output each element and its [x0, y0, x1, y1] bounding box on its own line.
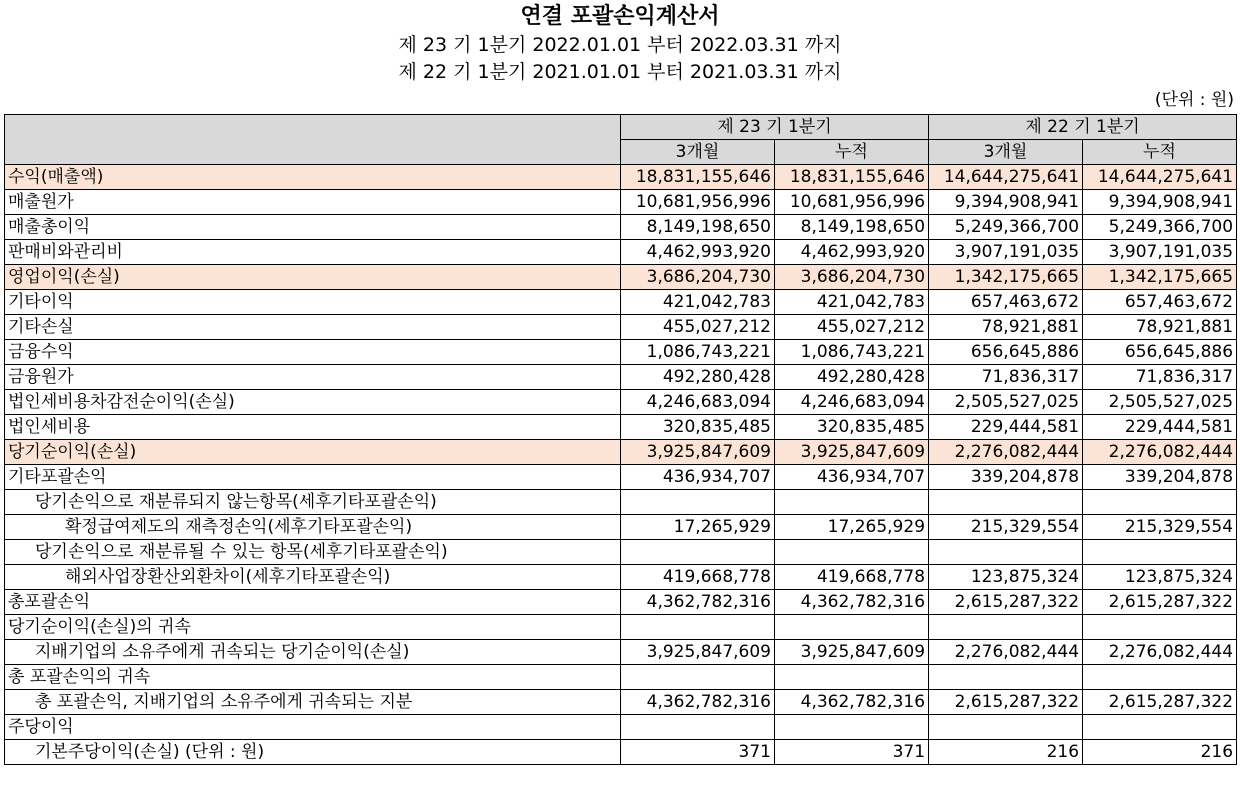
table-row — [5, 340, 1237, 365]
value-current-cum: 4,246,683,094 — [775, 390, 929, 415]
value-current-cum: 320,835,485 — [775, 415, 929, 440]
value-current-3m: 421,042,783 — [621, 290, 775, 315]
value-current-3m: 492,280,428 — [621, 365, 775, 390]
table-row — [5, 565, 1237, 590]
value-prior-3m: 78,921,881 — [929, 315, 1083, 340]
period-current: 제 23 기 1분기 2022.01.01 부터 2022.03.31 까지 — [398, 34, 842, 56]
value-prior-cum: 14,644,275,641 — [1083, 165, 1237, 190]
value-prior-3m: 229,444,581 — [929, 415, 1083, 440]
table-row — [5, 290, 1237, 315]
row-label: 주당이익 — [5, 715, 621, 740]
value-current-3m — [621, 615, 775, 640]
value-current-cum: 492,280,428 — [775, 365, 929, 390]
table-row — [5, 365, 1237, 390]
value-prior-3m: 2,276,082,444 — [929, 640, 1083, 665]
value-prior-cum: 339,204,878 — [1083, 465, 1237, 490]
value-prior-cum: 216 — [1083, 740, 1237, 765]
value-current-cum: 436,934,707 — [775, 465, 929, 490]
header-prior-3m: 3개월 — [929, 140, 1083, 165]
value-prior-cum: 1,342,175,665 — [1083, 265, 1237, 290]
value-prior-3m: 215,329,554 — [929, 515, 1083, 540]
value-prior-3m: 71,836,317 — [929, 365, 1083, 390]
value-current-cum: 17,265,929 — [775, 515, 929, 540]
value-prior-3m: 2,615,287,322 — [929, 590, 1083, 615]
value-prior-cum: 5,249,366,700 — [1083, 215, 1237, 240]
value-current-3m — [621, 540, 775, 565]
value-prior-3m — [929, 665, 1083, 690]
table-row — [5, 240, 1237, 265]
row-label: 지배기업의 소유주에게 귀속되는 당기순이익(손실) — [5, 640, 621, 665]
row-label: 총 포괄손익의 귀속 — [5, 665, 621, 690]
value-current-3m: 3,925,847,609 — [621, 440, 775, 465]
value-prior-cum — [1083, 490, 1237, 515]
value-prior-3m: 216 — [929, 740, 1083, 765]
row-label: 판매비와관리비 — [5, 240, 621, 265]
value-current-3m: 4,362,782,316 — [621, 590, 775, 615]
table-row — [5, 415, 1237, 440]
value-current-cum: 371 — [775, 740, 929, 765]
table-row — [5, 640, 1237, 665]
value-current-3m: 10,681,956,996 — [621, 190, 775, 215]
header-prior-cum: 누적 — [1083, 140, 1237, 165]
table-row — [5, 715, 1237, 740]
period-prior: 제 22 기 1분기 2021.01.01 부터 2021.03.31 까지 — [398, 61, 842, 83]
income-statement-table — [4, 114, 1237, 765]
table-row — [5, 315, 1237, 340]
row-label: 기타손실 — [5, 315, 621, 340]
value-prior-3m: 14,644,275,641 — [929, 165, 1083, 190]
value-current-3m: 419,668,778 — [621, 565, 775, 590]
table-row — [5, 540, 1237, 565]
value-prior-3m — [929, 715, 1083, 740]
table-row — [5, 440, 1237, 465]
row-label: 확정급여제도의 재측정손익(세후기타포괄손익) — [5, 515, 621, 540]
value-current-cum — [775, 490, 929, 515]
row-label: 당기손익으로 재분류되지 않는항목(세후기타포괄손익) — [5, 490, 621, 515]
value-prior-cum: 229,444,581 — [1083, 415, 1237, 440]
table-row — [5, 590, 1237, 615]
value-current-3m: 3,925,847,609 — [621, 640, 775, 665]
value-current-cum — [775, 665, 929, 690]
value-prior-cum — [1083, 615, 1237, 640]
value-prior-cum: 2,276,082,444 — [1083, 440, 1237, 465]
value-prior-3m — [929, 615, 1083, 640]
header-account-cell — [5, 115, 621, 165]
row-label: 기본주당이익(손실) (단위 : 원) — [5, 740, 621, 765]
value-current-cum: 8,149,198,650 — [775, 215, 929, 240]
row-label: 매출총이익 — [5, 215, 621, 240]
header-group-prior: 제 22 기 1분기 — [929, 115, 1237, 140]
value-prior-cum: 9,394,908,941 — [1083, 190, 1237, 215]
value-current-3m: 371 — [621, 740, 775, 765]
row-label: 당기순이익(손실) — [5, 440, 621, 465]
value-current-cum: 4,362,782,316 — [775, 590, 929, 615]
value-prior-cum: 123,875,324 — [1083, 565, 1237, 590]
value-current-3m: 17,265,929 — [621, 515, 775, 540]
value-current-3m: 3,686,204,730 — [621, 265, 775, 290]
table-row — [5, 665, 1237, 690]
value-current-3m: 320,835,485 — [621, 415, 775, 440]
value-current-3m: 436,934,707 — [621, 465, 775, 490]
unit-label: (단위 : 원) — [1154, 90, 1234, 110]
table-row — [5, 740, 1237, 765]
row-label: 영업이익(손실) — [5, 265, 621, 290]
value-current-cum: 18,831,155,646 — [775, 165, 929, 190]
value-prior-3m: 1,342,175,665 — [929, 265, 1083, 290]
value-prior-cum: 2,615,287,322 — [1083, 690, 1237, 715]
table-row — [5, 615, 1237, 640]
value-current-cum: 421,042,783 — [775, 290, 929, 315]
header-current-3m: 3개월 — [621, 140, 775, 165]
value-current-3m: 4,246,683,094 — [621, 390, 775, 415]
value-current-3m — [621, 490, 775, 515]
value-current-cum: 3,925,847,609 — [775, 640, 929, 665]
value-current-cum — [775, 540, 929, 565]
table-row — [5, 490, 1237, 515]
value-prior-cum: 3,907,191,035 — [1083, 240, 1237, 265]
value-prior-3m: 5,249,366,700 — [929, 215, 1083, 240]
value-prior-3m: 9,394,908,941 — [929, 190, 1083, 215]
value-current-cum — [775, 715, 929, 740]
table-row — [5, 215, 1237, 240]
value-prior-3m: 3,907,191,035 — [929, 240, 1083, 265]
table-row — [5, 690, 1237, 715]
row-label: 금융원가 — [5, 365, 621, 390]
value-current-3m: 18,831,155,646 — [621, 165, 775, 190]
row-label: 총포괄손익 — [5, 590, 621, 615]
value-current-3m: 4,362,782,316 — [621, 690, 775, 715]
value-prior-cum: 78,921,881 — [1083, 315, 1237, 340]
value-current-cum: 3,686,204,730 — [775, 265, 929, 290]
value-prior-cum: 656,645,886 — [1083, 340, 1237, 365]
table-row — [5, 465, 1237, 490]
value-current-cum: 10,681,956,996 — [775, 190, 929, 215]
value-prior-3m — [929, 490, 1083, 515]
value-current-3m: 455,027,212 — [621, 315, 775, 340]
value-current-cum: 455,027,212 — [775, 315, 929, 340]
value-current-cum: 3,925,847,609 — [775, 440, 929, 465]
row-label: 기타포괄손익 — [5, 465, 621, 490]
value-current-cum: 419,668,778 — [775, 565, 929, 590]
row-label: 매출원가 — [5, 190, 621, 215]
statement-body — [5, 165, 1237, 765]
row-label: 기타이익 — [5, 290, 621, 315]
row-label: 당기손익으로 재분류될 수 있는 항목(세후기타포괄손익) — [5, 540, 621, 565]
row-label: 금융수익 — [5, 340, 621, 365]
row-label: 법인세비용 — [5, 415, 621, 440]
value-prior-cum: 2,505,527,025 — [1083, 390, 1237, 415]
header-group-current: 제 23 기 1분기 — [621, 115, 929, 140]
value-prior-cum — [1083, 715, 1237, 740]
value-prior-3m: 656,645,886 — [929, 340, 1083, 365]
value-prior-3m — [929, 540, 1083, 565]
table-row — [5, 390, 1237, 415]
value-prior-cum: 215,329,554 — [1083, 515, 1237, 540]
value-current-3m — [621, 665, 775, 690]
value-current-3m — [621, 715, 775, 740]
value-current-3m: 1,086,743,221 — [621, 340, 775, 365]
statement-title: 연결 포괄손익계산서 — [520, 4, 720, 29]
value-prior-cum — [1083, 665, 1237, 690]
row-label: 총 포괄손익, 지배기업의 소유주에게 귀속되는 지분 — [5, 690, 621, 715]
value-prior-3m: 2,276,082,444 — [929, 440, 1083, 465]
table-row — [5, 165, 1237, 190]
row-label: 당기순이익(손실)의 귀속 — [5, 615, 621, 640]
row-label: 해외사업장환산외환차이(세후기타포괄손익) — [5, 565, 621, 590]
value-prior-cum — [1083, 540, 1237, 565]
value-current-3m: 8,149,198,650 — [621, 215, 775, 240]
value-current-3m: 4,462,993,920 — [621, 240, 775, 265]
header-current-cum: 누적 — [775, 140, 929, 165]
value-prior-3m: 2,615,287,322 — [929, 690, 1083, 715]
value-current-cum: 1,086,743,221 — [775, 340, 929, 365]
value-current-cum — [775, 615, 929, 640]
value-current-cum: 4,362,782,316 — [775, 690, 929, 715]
value-prior-cum: 657,463,672 — [1083, 290, 1237, 315]
row-label: 법인세비용차감전순이익(손실) — [5, 390, 621, 415]
value-current-cum: 4,462,993,920 — [775, 240, 929, 265]
table-row — [5, 190, 1237, 215]
value-prior-cum: 2,615,287,322 — [1083, 590, 1237, 615]
value-prior-cum: 2,276,082,444 — [1083, 640, 1237, 665]
value-prior-3m: 657,463,672 — [929, 290, 1083, 315]
value-prior-3m: 339,204,878 — [929, 465, 1083, 490]
value-prior-cum: 71,836,317 — [1083, 365, 1237, 390]
value-prior-3m: 123,875,324 — [929, 565, 1083, 590]
value-prior-3m: 2,505,527,025 — [929, 390, 1083, 415]
header-row-groups — [5, 115, 1237, 140]
table-row — [5, 265, 1237, 290]
row-label: 수익(매출액) — [5, 165, 621, 190]
table-row — [5, 515, 1237, 540]
